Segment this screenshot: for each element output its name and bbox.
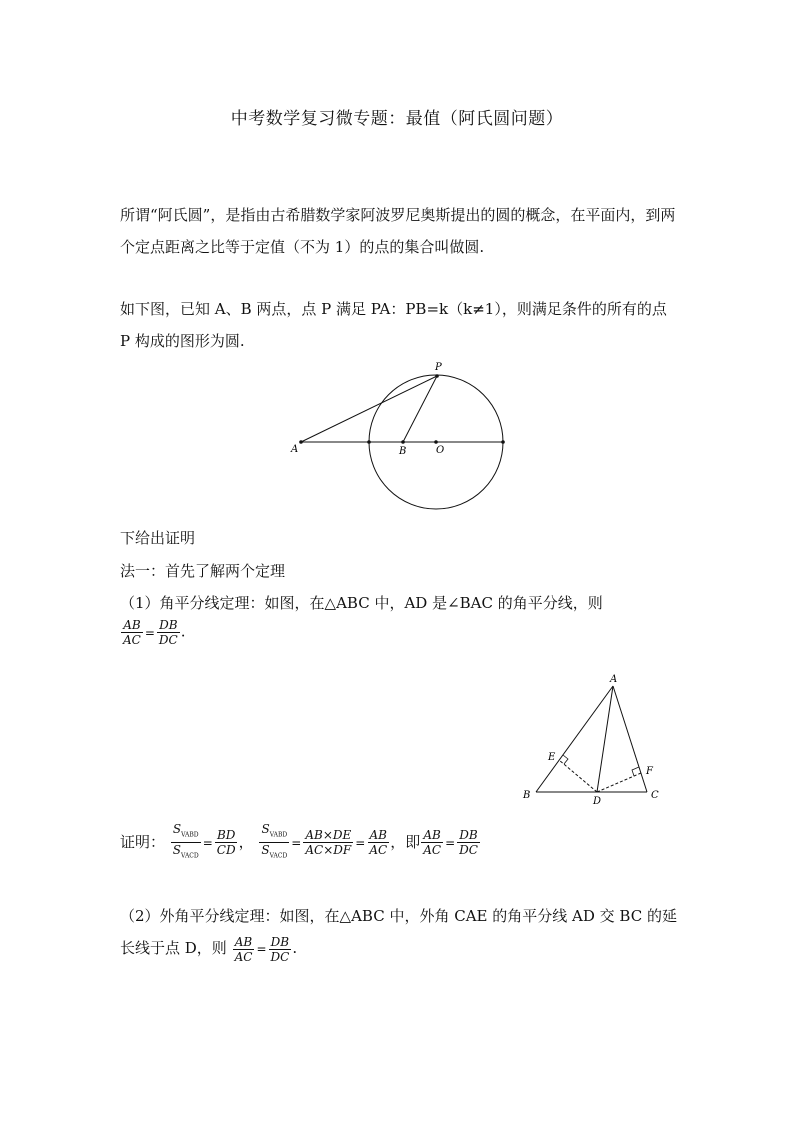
segment-ap [301,376,437,442]
fraction-area-ratio-2: $\frac{S_{VABD}}{S_{VACD}}$ [261,822,288,860]
fraction-ab-ac-2: $\frac{AB}{AC}$ [369,828,388,858]
theorem-one-formula: $\frac{AB}{AC}$ = $\frac{DB}{DC}$ . [123,618,186,647]
fraction-ab-ac-3: $\frac{AB}{AC}$ [423,828,442,858]
label-o: O [436,445,445,456]
label-d2: D [593,796,602,807]
segment-bp [403,376,437,442]
perpendicular-de [559,760,597,792]
point-o [434,440,438,444]
perpendicular-df [597,773,641,792]
point-a [299,440,303,444]
label-a: A [291,444,299,455]
fraction-area-ratio: $\frac{S_{VABD}}{S_{VACD}}$ [172,822,199,860]
fraction-bd-cd: $\frac{BD}{CD}$ [216,828,236,858]
label-b2: B [523,790,531,801]
label-a2: A [610,674,618,685]
label-p: P [435,362,442,373]
fraction-db-dc-3: $\frac{DB}{DC}$ [270,934,290,964]
bisector-ad [597,686,613,792]
fraction-ab-ac: $\frac{AB}{AC}$ [123,618,141,647]
theorem-one: （1）角平分线定理：如图，在△ABC 中，AD 是∠BAC 的角平分线，则 [120,594,603,612]
apollonius-circle-figure [285,360,515,515]
proof-heading: 下给出证明 [120,529,196,547]
proof-formula: 证明： $\frac{S_{VABD}}{S_{VACD}}$ = $\frac{BD}{CD}$ ， $\frac{S_{VABD}}{S_{VACD}}$ = $\frac{AB\times DE}{AC\times DF}$ = $\frac{AB}{AC}$ ，即 $\frac{AB}{AC}$ = $\frac{DB}{DC}$ [120,822,481,864]
fraction-db-dc: $\frac{DB}{DC}$ [158,618,178,647]
point-left-intersection [367,440,371,444]
right-angle-f [632,767,639,776]
label-e2: E [548,752,556,763]
label-b: B [399,446,407,457]
intro-paragraph: 所谓“阿氏圆”，是指由古希腊数学家阿波罗尼奥斯提出的圆的概念，在平面内，到两个定点距离之比等于定值（不为 1）的点的集合叫做圆. [120,206,676,256]
example-paragraph: 如下图，已知 A、B 两点，点 P 满足 PA：PB=k（k≠1），则满足条件的所有的点 P 构成的图形为圆. [120,300,667,350]
right-angle-e [563,755,568,764]
side-ab [536,686,613,792]
point-right-intersection [501,440,505,444]
point-p [435,374,439,378]
fraction-ab-de-ac-df: $\frac{AB\times DE}{AC\times DF}$ [305,828,352,858]
label-c2: C [651,790,659,801]
point-b [401,440,405,444]
page-title: 中考数学复习微专题：最值（阿氏圆问题） [230,109,564,129]
theorem-two: （2）外角平分线定理：如图，在△ABC 中，外角 CAE 的角平分线 AD 交 BC 的延长线于点 D，则 $\frac{AB}{AC}$ = $\frac{DB}{DC}$ . [120,907,677,964]
fraction-db-dc-2: $\frac{DB}{DC}$ [459,828,478,858]
label-f2: F [646,766,653,777]
fraction-ab-ac-4: $\frac{AB}{AC}$ [234,934,253,964]
method-one: 法一：首先了解两个定理 [120,562,286,580]
side-ac [613,686,647,792]
angle-bisector-figure [515,670,675,810]
